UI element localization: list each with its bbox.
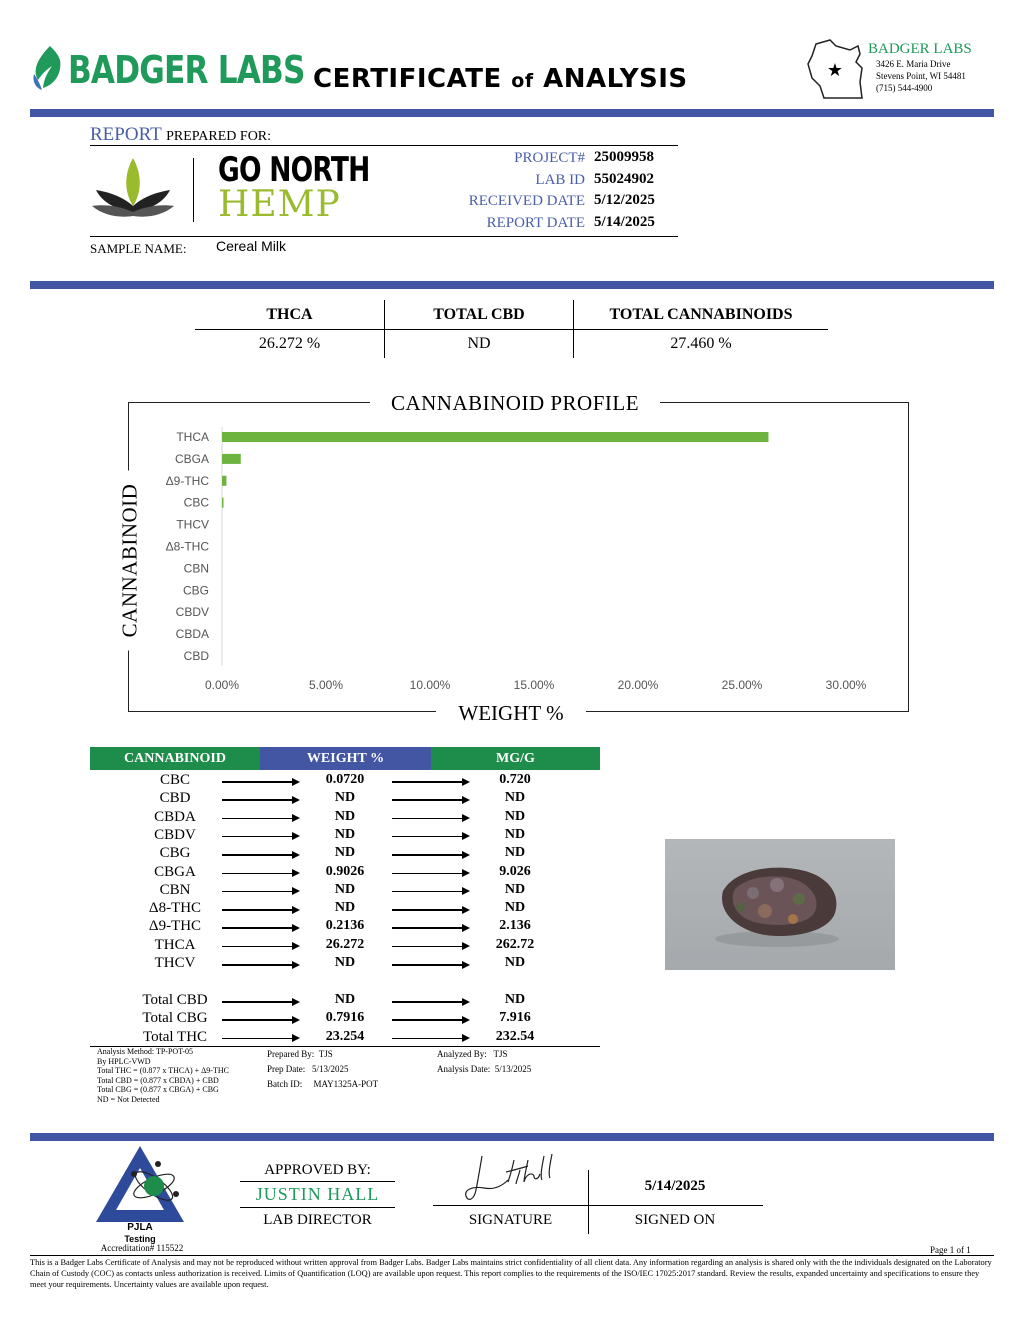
chart-x-tick-label: 20.00% — [617, 678, 659, 692]
report-date-label: REPORT DATE — [486, 215, 585, 231]
chart-x-tick-label: 5.00% — [308, 678, 344, 692]
cannabinoid-name: Total CBG — [142, 1010, 208, 1027]
mg-per-g: 0.720 — [499, 772, 531, 787]
sample-name-label: SAMPLE NAME: — [90, 241, 187, 256]
chart-category-label: Δ8-THC — [165, 539, 209, 554]
table-row — [90, 1010, 600, 1028]
table-row — [90, 772, 600, 790]
signed-date: 5/14/2025 — [644, 1178, 706, 1194]
cannabinoid-name: CBD — [159, 790, 191, 807]
table-row — [90, 882, 600, 900]
client-name-hemp: HEMP — [218, 184, 341, 225]
approver-name: JUSTIN HALL — [255, 1184, 380, 1204]
chart-x-tick-label: 30.00% — [825, 678, 867, 692]
analysis-note-line: By HPLC-VWD — [97, 1056, 151, 1066]
report-date-value: 5/14/2025 — [594, 214, 655, 230]
weight-percent: 23.254 — [325, 1028, 365, 1044]
chart-x-tick-label: 10.00% — [409, 678, 451, 692]
approver-role: LAB DIRECTOR — [263, 1212, 372, 1228]
table-header-mg: MG/G — [431, 747, 600, 770]
weight-percent: 0.9026 — [325, 863, 365, 879]
chart-bar — [222, 454, 241, 464]
chart-category-label: THCV — [176, 517, 209, 532]
prepared-by: Prepared By: TJS — [267, 1049, 333, 1059]
mg-per-g: ND — [504, 992, 526, 1007]
weight-percent: ND — [334, 826, 356, 842]
signed-on-label: SIGNED ON — [634, 1212, 716, 1228]
lab-address-line2: Stevens Point, WI 54481 — [876, 71, 966, 81]
footer-divider — [30, 1133, 994, 1141]
cannabinoid-name: Total THC — [142, 1028, 208, 1045]
chart-bar — [222, 498, 223, 508]
weight-percent: ND — [334, 790, 356, 806]
chart-x-tick-label: 25.00% — [721, 678, 763, 692]
cannabis-bud-image — [665, 839, 895, 970]
cannabinoid-name: CBGA — [154, 863, 196, 880]
svg-text:★: ★ — [826, 60, 844, 81]
report-prepared-for: REPORT PREPARED FOR: — [90, 124, 272, 145]
pjla-name: PJLA — [127, 1222, 153, 1233]
lab-name: BADGER LABS — [868, 41, 972, 57]
chart-x-tick-label: 15.00% — [513, 678, 555, 692]
chart-category-label: CBG — [182, 583, 209, 598]
mg-per-g: 262.72 — [495, 936, 535, 952]
lab-id-label: LAB ID — [535, 172, 585, 188]
lab-phone: (715) 544-4900 — [876, 83, 933, 93]
chart-category-label: CBC — [183, 495, 209, 510]
table-row — [90, 1029, 600, 1047]
total-cannabinoids-value: 27.460 % — [670, 335, 732, 352]
chart-category-label: CBDA — [175, 627, 209, 642]
weight-percent: 0.7916 — [325, 1010, 365, 1026]
mg-per-g: ND — [504, 845, 526, 861]
lab-id-value: 55024902 — [594, 171, 654, 187]
analysis-note-line: Analysis Method: TP-POT-05 — [97, 1047, 194, 1056]
mg-per-g: ND — [504, 900, 526, 916]
analyzed-by: Analyzed By: TJS — [437, 1049, 508, 1059]
pjla-testing: Testing — [124, 1234, 156, 1244]
cannabinoid-name: CBN — [159, 881, 191, 898]
total-cbd-header: TOTAL CBD — [433, 306, 525, 323]
chart-category-label: CBDV — [175, 605, 209, 620]
analysis-note-line: ND = Not Detected — [97, 1094, 160, 1104]
batch-id: Batch ID: MAY1325A-POT — [267, 1079, 379, 1089]
chart-category-label: Δ9-THC — [165, 473, 209, 488]
weight-percent: ND — [334, 845, 356, 861]
cannabinoid-name: Δ8-THC — [148, 900, 202, 917]
mg-per-g: ND — [504, 826, 526, 842]
chart-y-axis-label: CANNABINOID — [118, 471, 143, 651]
thca-value: 26.272 % — [258, 335, 321, 352]
accreditation-number: Accreditation# 115522 — [100, 1243, 184, 1253]
received-date-label: RECEIVED DATE — [468, 193, 585, 209]
rule — [433, 1205, 763, 1206]
cannabinoid-name: THCA — [154, 936, 196, 953]
page-number: Page 1 of 1 — [930, 1245, 971, 1255]
cannabinoid-name: Total CBD — [142, 992, 208, 1008]
table-row — [90, 809, 600, 827]
table-header-cannabinoid: CANNABINOID — [90, 747, 260, 770]
weight-percent: 26.272 — [325, 936, 365, 952]
weight-percent: ND — [334, 955, 356, 970]
received-date-value: 5/12/2025 — [594, 192, 655, 208]
project-value: 25009958 — [594, 149, 654, 165]
table-row — [90, 790, 600, 808]
cannabinoid-name: THCV — [154, 955, 196, 971]
weight-percent: ND — [334, 808, 356, 824]
weight-percent: ND — [334, 881, 356, 897]
prep-date: Prep Date: 5/13/2025 — [267, 1064, 349, 1074]
table-row — [90, 845, 600, 863]
table-row — [90, 900, 600, 918]
mg-per-g: 2.136 — [499, 918, 531, 934]
weight-percent: ND — [334, 900, 356, 916]
chart-bar — [222, 476, 226, 486]
rule — [30, 1255, 994, 1256]
table-row — [90, 992, 600, 1010]
table-row — [90, 937, 600, 955]
mg-per-g: 7.916 — [499, 1010, 531, 1026]
document-title: CERTIFICATE of ANALYSIS — [313, 64, 688, 94]
weight-percent: 0.2136 — [325, 918, 365, 934]
chart-bar — [222, 432, 768, 442]
table-row — [90, 918, 600, 936]
pjla-accreditation-logo-icon — [94, 1144, 186, 1224]
table-row — [90, 955, 600, 973]
chart-x-axis-label: WEIGHT % — [436, 701, 586, 726]
chart-category-label: THCA — [176, 430, 209, 444]
chart-x-tick-label: 0.00% — [204, 678, 240, 692]
mg-per-g: ND — [504, 790, 526, 806]
client-name: GO NORTH — [218, 150, 370, 190]
approved-by-label: APPROVED BY: — [264, 1162, 371, 1178]
total-cannabinoids-header: TOTAL CANNABINOIDS — [609, 306, 793, 323]
analysis-note-line: Total CBD = (0.877 x CBDA) + CBD — [97, 1075, 219, 1085]
sample-photo — [665, 839, 895, 970]
total-cbd-value: ND — [467, 335, 491, 352]
cannabinoid-name: CBC — [159, 772, 190, 788]
cannabinoid-name: Δ9-THC — [148, 918, 202, 935]
cannabinoid-name: CBG — [159, 845, 191, 862]
mg-per-g: ND — [504, 881, 526, 897]
chart-category-label: CBGA — [174, 451, 209, 466]
mg-per-g: 232.54 — [495, 1028, 535, 1044]
chart-title: CANNABINOID PROFILE — [370, 391, 660, 416]
weight-percent: ND — [334, 992, 356, 1007]
rule — [240, 1181, 395, 1182]
analysis-note-line: Total CBG = (0.877 x CBGA) + CBG — [97, 1085, 219, 1094]
lab-address-line1: 3426 E. Maria Drive — [876, 59, 951, 69]
table-row — [90, 827, 600, 845]
analysis-note-line: Total THC = (0.877 x THCA) + Δ9-THC — [97, 1066, 229, 1075]
mg-per-g: ND — [504, 955, 526, 970]
signature-image — [460, 1150, 570, 1206]
chart-category-label: CBN — [183, 561, 209, 576]
table-header-weight: WEIGHT % — [260, 747, 431, 770]
rule — [240, 1207, 395, 1208]
project-label: PROJECT# — [514, 150, 585, 166]
sample-name-value: Cereal Milk — [216, 238, 287, 254]
weight-percent: 0.0720 — [325, 772, 365, 787]
mg-per-g: ND — [504, 808, 526, 824]
logo-text: BADGER LABS — [68, 48, 305, 92]
thca-header: THCA — [266, 306, 313, 323]
analysis-date: Analysis Date: 5/13/2025 — [437, 1064, 532, 1074]
chart-category-label: CBD — [183, 649, 209, 663]
mg-per-g: 9.026 — [499, 863, 531, 879]
signature-divider — [588, 1170, 589, 1234]
cannabinoid-name: CBDA — [154, 808, 196, 825]
table-row — [90, 864, 600, 882]
disclaimer: This is a Badger Labs Certificate of Analysis and may not be reproduced without written approval from Badger Labs. Badger Labs maintains strict confidentiality of all client data. Any information regarding an analysis is shared only with the the individuals designated on the Laboratory Chain of Custody (COC) as contacts unless authorization is received. Limits of Quantification (LOQ) are available upon request. This report complies to the requirements of the ISO/IEC 17025:2017 standard. Review the results, expanded uncertainty and specifications to ensure they meet your requirements. Uncertainty values are available upon request. — [30, 1258, 992, 1289]
signature-label: SIGNATURE — [468, 1212, 553, 1228]
cannabinoid-name: CBDV — [154, 826, 196, 843]
